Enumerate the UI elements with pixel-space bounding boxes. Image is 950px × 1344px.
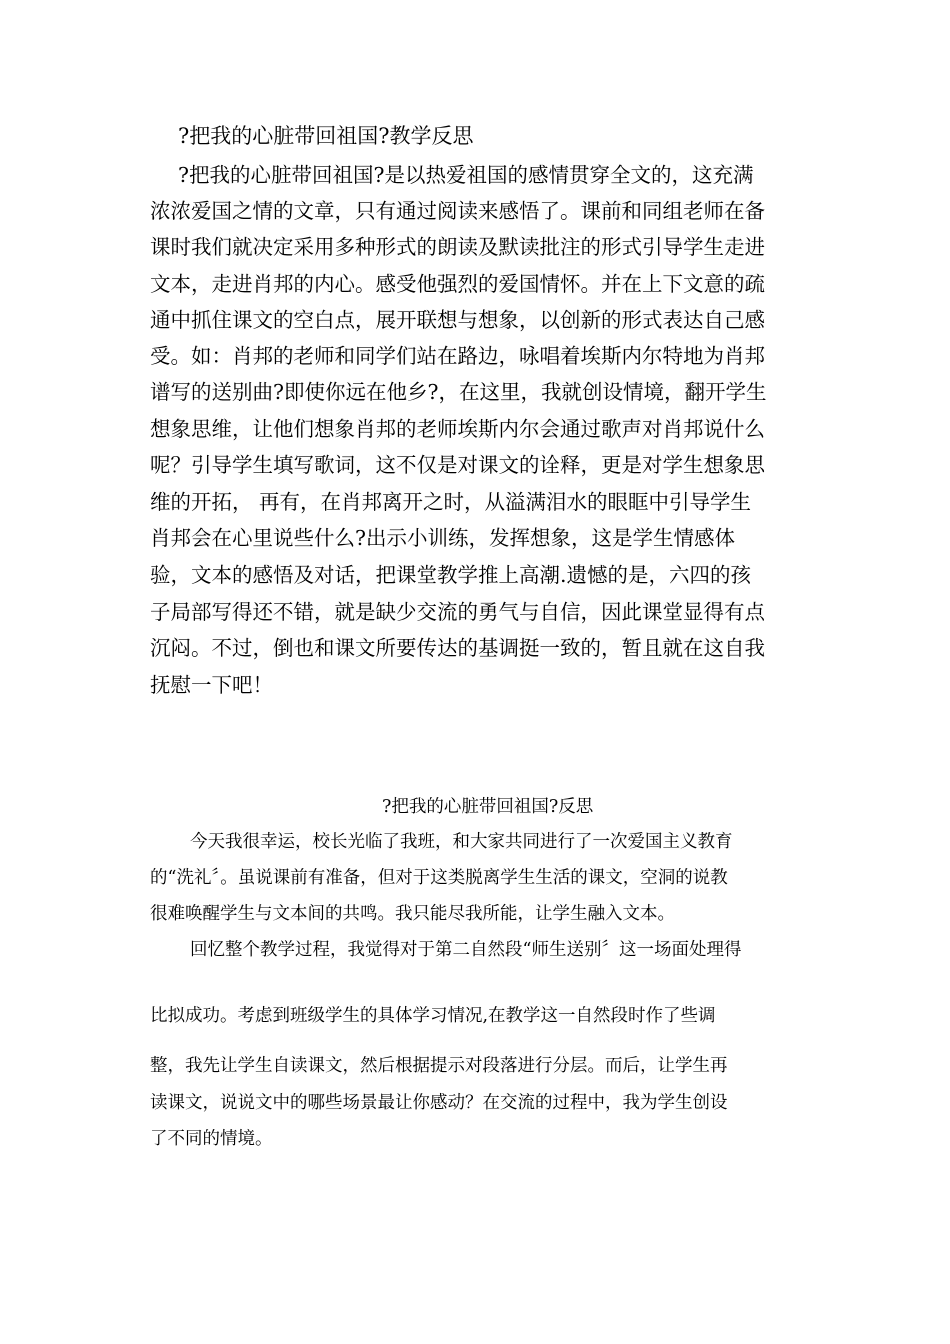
paragraph-line: 验，文本的感悟及对话，把课堂教学推上高潮.遗憾的是，六四的孩 [150, 563, 752, 587]
paragraph-line: 抚慰一下吧！ [150, 673, 273, 697]
paragraph-line: 课时我们就决定采用多种形式的朗读及默读批注的形式引导学生走进 [150, 235, 765, 259]
paragraph-line: 谱写的送别曲?即使你远在他乡?，在这里，我就创设情境，翻开学生 [150, 380, 767, 404]
section-2-title: ?把我的心脏带回祖国?反思 [382, 797, 594, 817]
paragraph-line: 沉闷。不过，倒也和课文所要传达的基调挺一致的，暂且就在这自我 [150, 636, 765, 660]
section-1-title: ?把我的心脏带回祖国?教学反思 [178, 124, 474, 148]
paragraph-line: 呢？引导学生填写歌词，这不仅是对课文的诠释，更是对学生想象思 [150, 453, 765, 477]
paragraph-line: 的“洗礼〞。虽说课前有准备，但对于这类脱离学生生活的课文，空洞的说教 [150, 868, 728, 888]
paragraph-line: 维的开拓， 再有，在肖邦离开之时，从溢满泪水的眼眶中引导学生 [150, 490, 752, 514]
paragraph-line: 读课文，说说文中的哪些场景最让你感动？在交流的过程中，我为学生创设 [150, 1093, 728, 1113]
paragraph-line: 受。如：肖邦的老师和同学们站在路边，咏唱着埃斯内尔特地为肖邦 [150, 344, 765, 368]
paragraph-line: 了不同的情境。 [150, 1129, 273, 1149]
paragraph-line: 比拟成功。考虑到班级学生的具体学习情况,在教学这一自然段时作了些调 [150, 1006, 716, 1026]
paragraph-line: 文本，走进肖邦的内心。感受他强烈的爱国情怀。并在上下文意的疏 [150, 272, 765, 296]
paragraph-line: 肖邦会在心里说些什么?出示小训练，发挥想象，这是学生情感体 [150, 526, 735, 550]
paragraph-line: 想象思维，让他们想象肖邦的老师埃斯内尔会通过歌声对肖邦说什么 [150, 417, 765, 441]
paragraph-line: 子局部写得还不错，就是缺少交流的勇气与自信，因此课堂显得有点 [150, 600, 765, 624]
paragraph-line: 通中抓住课文的空白点，展开联想与想象，以创新的形式表达自己感 [150, 308, 765, 332]
paragraph-line: 浓浓爱国之情的文章，只有通过阅读来感悟了。课前和同组老师在备 [150, 199, 765, 223]
paragraph-line: 很难唤醒学生与文本间的共鸣。我只能尽我所能，让学生融入文本。 [150, 904, 675, 924]
paragraph-line: 回忆整个教学过程，我觉得对于第二自然段“师生送别〞这一场面处理得 [190, 940, 742, 960]
paragraph-line: ?把我的心脏带回祖国?是以热爱祖国的感情贯穿全文的，这充满 [178, 163, 754, 187]
paragraph-line: 整，我先让学生自读课文，然后根据提示对段落进行分层。而后，让学生再 [150, 1056, 728, 1076]
paragraph-line: 今天我很幸运，校长光临了我班，和大家共同进行了一次爱国主义教育 [190, 832, 733, 852]
